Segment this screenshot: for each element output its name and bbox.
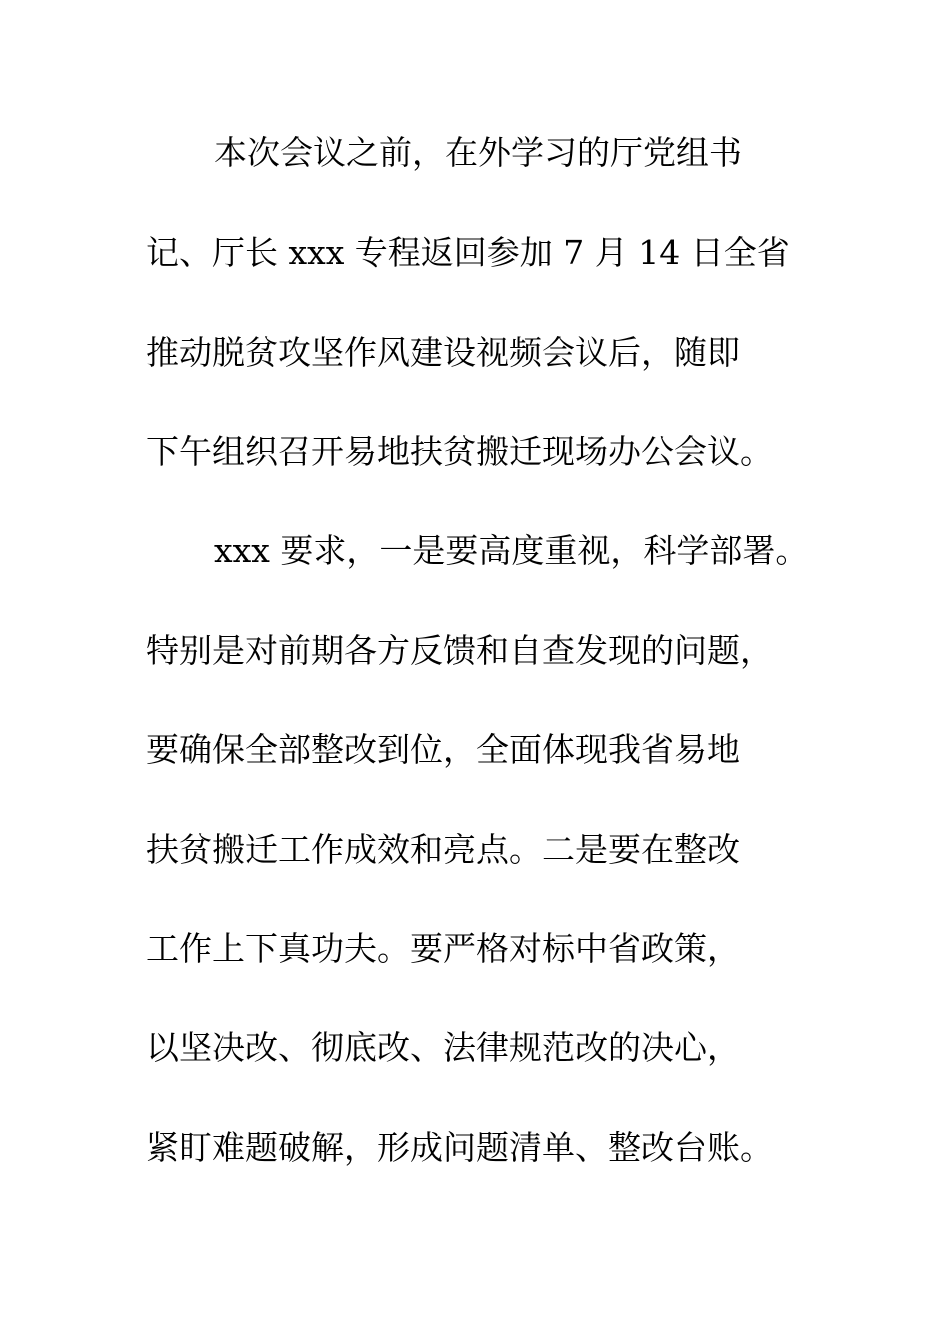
paragraph-2-line-1: xxx 要求，一是要高度重视，科学部署。	[214, 531, 809, 570]
paragraph-1-line-1: 本次会议之前，在外学习的厅党组书	[214, 133, 742, 172]
paragraph-2-line-2: 特别是对前期各方反馈和自查发现的问题，	[146, 631, 773, 670]
paragraph-1-line-3: 推动脱贫攻坚作风建设视频会议后，随即	[146, 333, 740, 372]
paragraph-2-line-3: 要确保全部整改到位，全面体现我省易地	[146, 730, 740, 769]
paragraph-2-line-4: 扶贫搬迁工作成效和亮点。二是要在整改	[146, 830, 740, 869]
paragraph-2-line-5: 工作上下真功夫。要严格对标中省政策，	[146, 929, 740, 968]
paragraph-2-line-6: 以坚决改、彻底改、法律规范改的决心，	[146, 1028, 740, 1067]
paragraph-1-line-2: 记、厅长 xxx 专程返回参加 7 月 14 日全省	[146, 233, 790, 272]
paragraph-2-line-7: 紧盯难题破解，形成问题清单、整改台账。	[146, 1128, 773, 1167]
paragraph-1-line-4: 下午组织召开易地扶贫搬迁现场办公会议。	[146, 432, 773, 471]
